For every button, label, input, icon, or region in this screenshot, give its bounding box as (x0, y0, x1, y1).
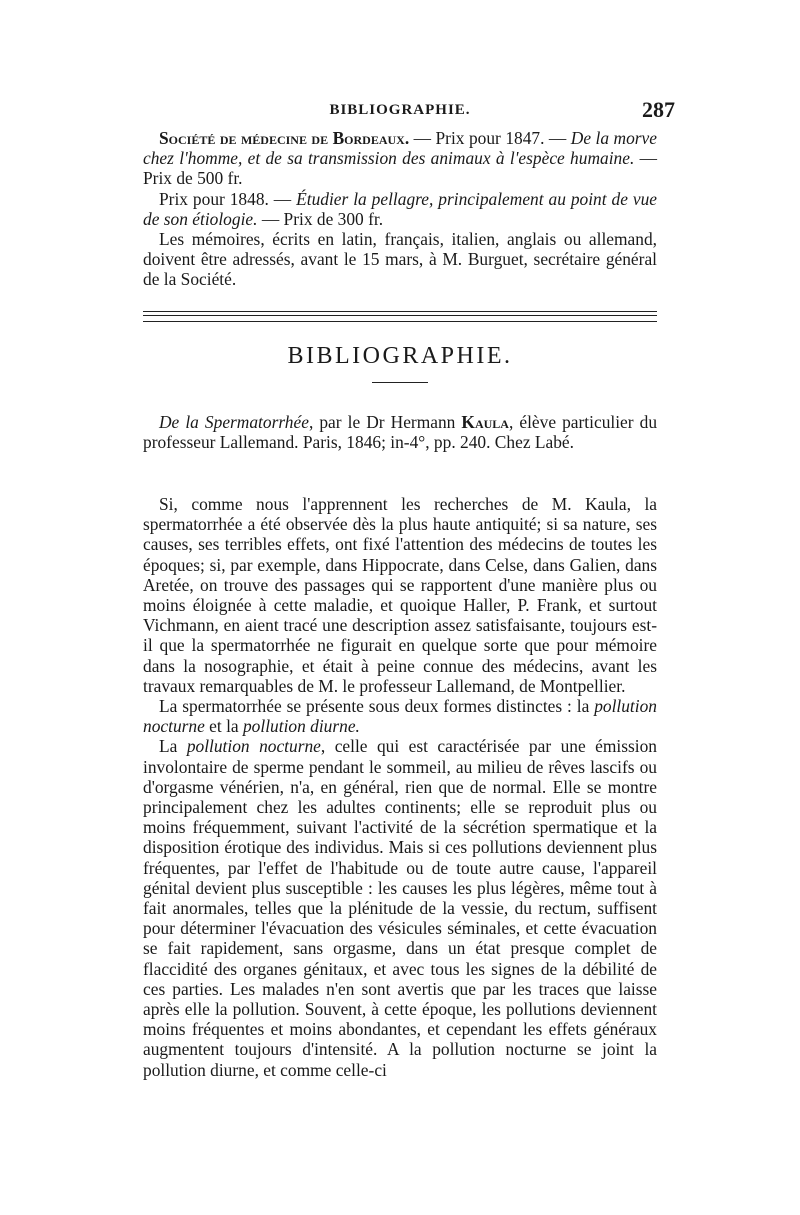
review-body (143, 494, 657, 1080)
notice-paragraph-2 (143, 189, 657, 229)
citation-paragraph (143, 412, 657, 452)
notice-paragraph-1 (143, 128, 657, 189)
text-run: , celle qui est caractérisée par une émission involontaire de sperme pendant le sommeil, au milieu de rêves lascifs ou d'orgasme vénérien, n'a, en général, rien que de normal. Elle se montre principalement chez les adultes continents; elle se reproduit plus ou moins fréquemment, suivant l'activité de la sécrétion spermatique et la disposition érotique des individus. Mais si ces pollutions deviennent plus fréquentes, par l'effet de l'habitude ou de toute autre cause, l'appareil génital devient plus susceptible : les causes les plus légères, même tout à fait anormales, telles que la plénitude de la vessie, du rectum, suffisent pour déterminer l'évacuation des vésicules séminales, et cette évacuation se fait rapidement, sans orgasme, dans un état presque complet de flaccidité des organes génitaux, et avec tous les signes de la débilité de ces parties. Les malades n'en sont avertis que par les traces que laisse après elle la pollution. Souvent, à cette époque, les pollutions deviennent moins fréquentes et moins abondantes, et cependant les effets généraux augmentent toujours d'intensité. A la pollution nocturne se joint la pollution diurne, et comme celle-ci (143, 736, 657, 1080)
body-paragraph-3 (143, 736, 657, 1079)
title-underline (372, 382, 428, 383)
prize-notice (143, 128, 657, 290)
text-run: La spermatorrhée se présente sous deux formes distinctes : la (159, 696, 595, 717)
society-name: Société de médecine de Bordeaux. (159, 128, 410, 148)
body-paragraph-1: Si, comme nous l'apprennent les recherches de M. Kaula, la spermatorrhée a été observée dès la plus haute antiquité; si sa nature, ses causes, ses terribles effets, ont fixé l'attention des médecins de toutes les époques; si, par exemple, dans Hippocrate, dans Celse, dans Galien, dans Aretée, on trouve des passages qui se rapportent d'une manière plus ou moins éloignée à cette maladie, et quoique Haller, P. Frank, et surtout Vichmann, en aient tracé une description assez satisfaisante, toujours est-il que la spermatorrhée ne figurait en quelque sorte que pour mémoire dans la nosographie, et était à peine connue des médecins, avant les travaux remarquables de M. le professeur Lallemand, de Montpellier. (143, 494, 657, 696)
notice-text: — Prix pour 1847. — (409, 128, 571, 148)
notice-paragraph-3: Les mémoires, écrits en latin, français, italien, anglais ou allemand, doivent être adressés, avant le 15 mars, à M. Burguet, secrétaire général de la Société. (143, 229, 657, 290)
divider-rule (143, 311, 657, 312)
author-name: Kaula (461, 412, 509, 432)
divider-rule (143, 321, 657, 322)
italic-term: pollution diurne. (242, 716, 360, 737)
prize-subject: Étudier la pellagre, principalement au point de vue de son étiologie. (143, 188, 657, 229)
prize-amount: — Prix de 500 fr. (143, 148, 657, 189)
page-number: 287 (642, 97, 675, 122)
divider-rule (143, 315, 657, 316)
text-run: et la (204, 716, 243, 737)
section-title: BIBLIOGRAPHIE. (287, 343, 513, 369)
citation-by: , par le Dr Hermann (308, 412, 462, 432)
body-paragraph-2 (143, 696, 657, 736)
book-title: De la Spermatorrhée (159, 412, 309, 432)
review-citation (143, 412, 657, 452)
italic-term: pollution nocturne (186, 736, 321, 757)
running-title: BIBLIOGRAPHIE. (329, 102, 471, 118)
notice-text: Prix pour 1848. — (159, 188, 297, 209)
italic-term: pollution nocturne (143, 696, 657, 737)
prize-subject: De la morve chez l'homme, et de sa transmission des animaux à l'espèce humaine. (143, 128, 657, 169)
prize-amount: — Prix de 300 fr. (257, 208, 384, 229)
text-run: La (159, 736, 187, 757)
citation-details: , élève particulier du professeur Lallemand. Paris, 1846; in-4°, pp. 240. Chez Labé. (143, 412, 658, 453)
